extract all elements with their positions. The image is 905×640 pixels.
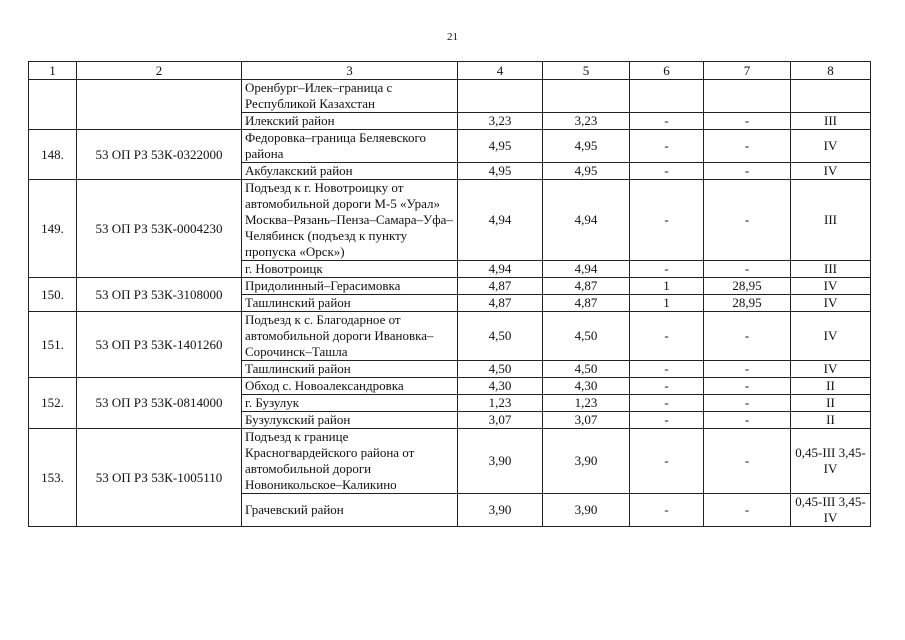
length-paved: 3,07 <box>543 412 630 429</box>
table-row <box>29 130 871 163</box>
district-name: Акбулакский район <box>242 163 458 180</box>
table-row <box>29 429 871 494</box>
bridges-length: - <box>704 261 791 278</box>
district-name: Бузулукский район <box>242 412 458 429</box>
road-code: 53 ОП РЗ 53К-3108000 <box>77 278 242 312</box>
road-category: II <box>791 378 871 395</box>
bridges-length: - <box>704 312 791 361</box>
length-paved: 4,95 <box>543 130 630 163</box>
column-header: 3 <box>242 62 458 80</box>
road-code: 53 ОП РЗ 53К-0004230 <box>77 180 242 278</box>
bridges-count: - <box>630 180 704 261</box>
bridges-count <box>630 80 704 113</box>
bridges-length: 28,95 <box>704 295 791 312</box>
bridges-count: - <box>630 412 704 429</box>
length-total: 4,87 <box>458 295 543 312</box>
bridges-count: - <box>630 163 704 180</box>
road-category: III <box>791 180 871 261</box>
column-header: 7 <box>704 62 791 80</box>
bridges-count: - <box>630 312 704 361</box>
bridges-length: - <box>704 412 791 429</box>
length-total: 4,94 <box>458 180 543 261</box>
bridges-count: 1 <box>630 278 704 295</box>
district-name: г. Бузулук <box>242 395 458 412</box>
row-number: 153. <box>29 429 77 527</box>
row-number: 152. <box>29 378 77 429</box>
bridges-length: - <box>704 395 791 412</box>
bridges-count: - <box>630 130 704 163</box>
road-name: Оренбург–Илек–граница с Республикой Казахстан <box>242 80 458 113</box>
bridges-length: - <box>704 494 791 527</box>
district-name: Грачевский район <box>242 494 458 527</box>
bridges-length: - <box>704 361 791 378</box>
road-category: IV <box>791 361 871 378</box>
length-total: 4,50 <box>458 312 543 361</box>
road-name: Придолинный–Герасимовка <box>242 278 458 295</box>
column-header: 6 <box>630 62 704 80</box>
bridges-count: - <box>630 361 704 378</box>
road-name: Обход с. Новоалександровка <box>242 378 458 395</box>
bridges-count: 1 <box>630 295 704 312</box>
district-name: Ташлинский район <box>242 361 458 378</box>
length-paved: 3,90 <box>543 429 630 494</box>
length-total: 1,23 <box>458 395 543 412</box>
road-code <box>77 80 242 130</box>
row-number: 149. <box>29 180 77 278</box>
road-code: 53 ОП РЗ 53К-1401260 <box>77 312 242 378</box>
road-category: IV <box>791 278 871 295</box>
row-number: 148. <box>29 130 77 180</box>
row-number: 150. <box>29 278 77 312</box>
row-number: 151. <box>29 312 77 378</box>
column-header: 1 <box>29 62 77 80</box>
road-category: IV <box>791 295 871 312</box>
length-paved <box>543 80 630 113</box>
bridges-length: 28,95 <box>704 278 791 295</box>
page-number: 21 <box>447 31 458 43</box>
length-total <box>458 80 543 113</box>
length-total: 4,95 <box>458 163 543 180</box>
road-category: III <box>791 113 871 130</box>
length-paved: 4,30 <box>543 378 630 395</box>
length-total: 4,94 <box>458 261 543 278</box>
length-paved: 4,95 <box>543 163 630 180</box>
bridges-count: - <box>630 113 704 130</box>
district-name: г. Новотроицк <box>242 261 458 278</box>
length-paved: 1,23 <box>543 395 630 412</box>
length-total: 3,90 <box>458 429 543 494</box>
length-total: 4,50 <box>458 361 543 378</box>
bridges-length: - <box>704 378 791 395</box>
bridges-count: - <box>630 395 704 412</box>
length-paved: 4,50 <box>543 361 630 378</box>
road-category <box>791 80 871 113</box>
district-name: Илекский район <box>242 113 458 130</box>
bridges-length: - <box>704 429 791 494</box>
road-category: IV <box>791 163 871 180</box>
road-category: 0,45-III 3,45-IV <box>791 429 871 494</box>
column-header: 5 <box>543 62 630 80</box>
bridges-length: - <box>704 130 791 163</box>
road-name: Подъезд к границе Красногвардейского района от автомобильной дороги Новоникольское–Каликино <box>242 429 458 494</box>
road-code: 53 ОП РЗ 53К-0322000 <box>77 130 242 180</box>
table-row <box>29 278 871 295</box>
road-category: II <box>791 412 871 429</box>
table-row <box>29 80 871 113</box>
bridges-length: - <box>704 163 791 180</box>
road-name: Подъезд к с. Благодарное от автомобильной дороги Ивановка–Сорочинск–Ташла <box>242 312 458 361</box>
bridges-count: - <box>630 429 704 494</box>
road-category: II <box>791 395 871 412</box>
road-code: 53 ОП РЗ 53К-0814000 <box>77 378 242 429</box>
header-row <box>29 62 871 80</box>
column-header: 8 <box>791 62 871 80</box>
length-total: 4,30 <box>458 378 543 395</box>
length-paved: 3,90 <box>543 494 630 527</box>
length-paved: 4,94 <box>543 261 630 278</box>
bridges-count: - <box>630 378 704 395</box>
length-paved: 3,23 <box>543 113 630 130</box>
length-paved: 4,87 <box>543 295 630 312</box>
length-paved: 4,50 <box>543 312 630 361</box>
road-category: 0,45-III 3,45-IV <box>791 494 871 527</box>
length-total: 4,95 <box>458 130 543 163</box>
bridges-length: - <box>704 113 791 130</box>
table-row <box>29 378 871 395</box>
length-total: 3,90 <box>458 494 543 527</box>
bridges-count: - <box>630 494 704 527</box>
bridges-count: - <box>630 261 704 278</box>
row-number <box>29 80 77 130</box>
length-total: 3,07 <box>458 412 543 429</box>
road-category: IV <box>791 130 871 163</box>
length-total: 3,23 <box>458 113 543 130</box>
table-row <box>29 312 871 361</box>
length-paved: 4,87 <box>543 278 630 295</box>
road-name: Федоровка–граница Беляевского района <box>242 130 458 163</box>
length-total: 4,87 <box>458 278 543 295</box>
road-category: IV <box>791 312 871 361</box>
road-code: 53 ОП РЗ 53К-1005110 <box>77 429 242 527</box>
bridges-length: - <box>704 180 791 261</box>
column-header: 4 <box>458 62 543 80</box>
road-category: III <box>791 261 871 278</box>
length-paved: 4,94 <box>543 180 630 261</box>
roads-table <box>28 61 871 527</box>
road-name: Подъезд к г. Новотроицку от автомобильной дороги М-5 «Урал» Москва–Рязань–Пенза–Самара–Уфа–Челябинск (подъезд к пункту пропуска «Орск») <box>242 180 458 261</box>
column-header: 2 <box>77 62 242 80</box>
district-name: Ташлинский район <box>242 295 458 312</box>
table-row <box>29 180 871 261</box>
bridges-length <box>704 80 791 113</box>
